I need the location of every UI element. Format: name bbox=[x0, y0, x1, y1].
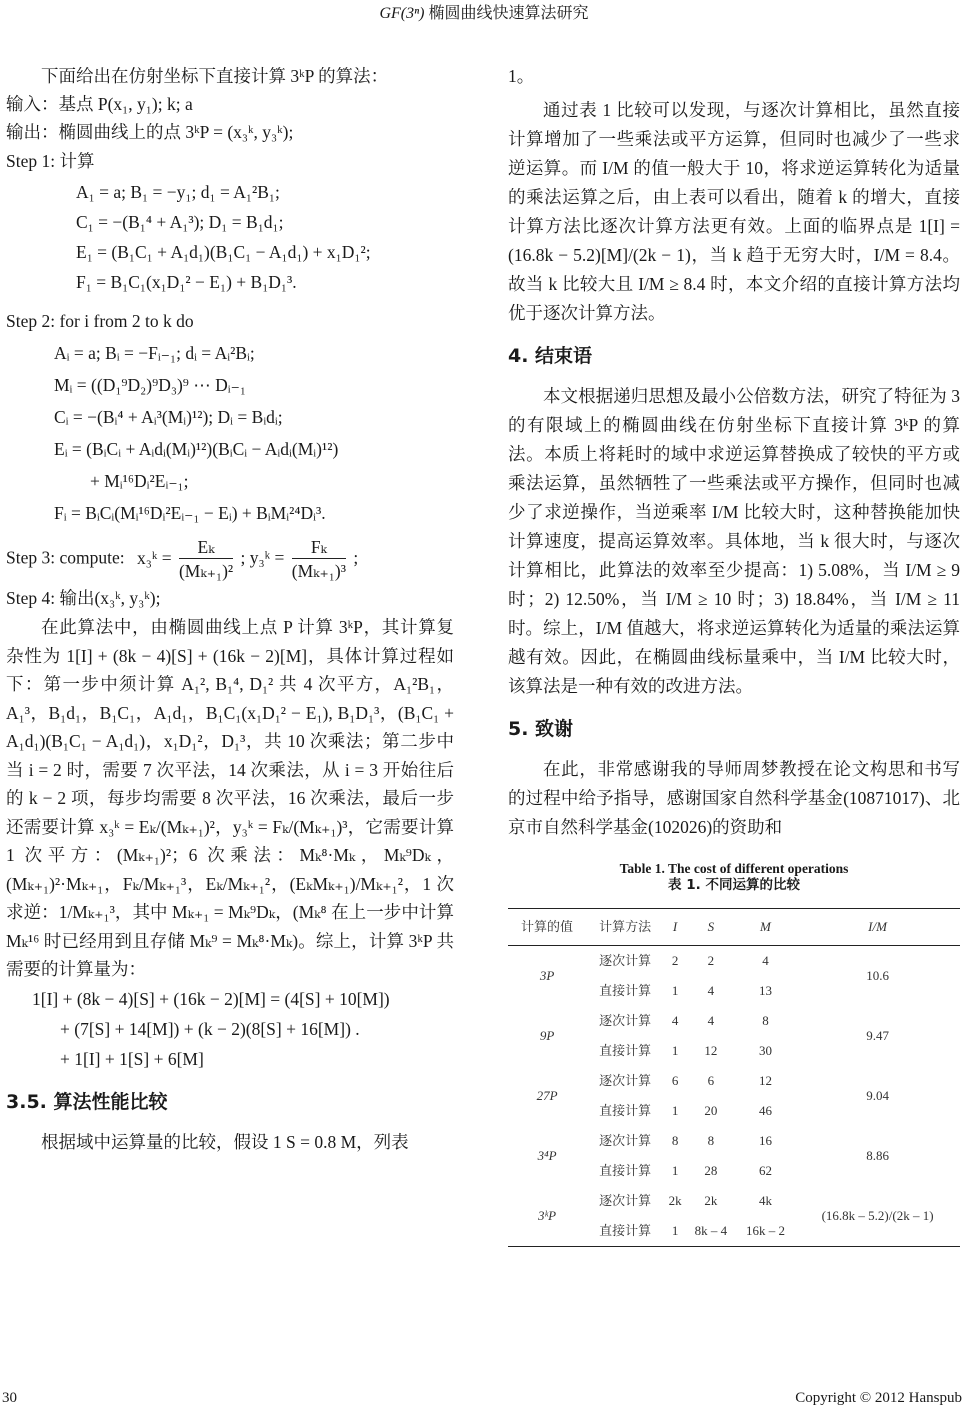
step2-equation: Eᵢ = (BᵢCᵢ + Aᵢdᵢ(Mᵢ)¹²)(BᵢCᵢ − Aᵢdᵢ(Mᵢ)¹²) bbox=[54, 439, 339, 459]
cell-value: 3⁴P bbox=[537, 1148, 557, 1163]
cell-s: 8k – 4 bbox=[686, 1216, 736, 1247]
cell-m: 4k bbox=[758, 1193, 772, 1208]
cell-s: 4 bbox=[707, 1013, 715, 1028]
cell-ratio: 10.6 bbox=[866, 968, 889, 983]
cell-m: 46 bbox=[758, 1103, 772, 1118]
cell-i: 2 bbox=[671, 953, 679, 968]
header-title-math: GF(3ⁿ) bbox=[379, 5, 425, 22]
cell-method: 直接计算 bbox=[599, 983, 652, 998]
cell-m: 30 bbox=[758, 1043, 772, 1058]
cell-method: 直接计算 bbox=[586, 1216, 664, 1247]
cell-method: 逐次计算 bbox=[599, 1133, 652, 1148]
cell-s: 28 bbox=[704, 1163, 718, 1178]
cell-i: 1 bbox=[671, 983, 679, 998]
cell-method: 直接计算 bbox=[599, 1043, 652, 1058]
table-row bbox=[508, 1066, 960, 1096]
cell-s: 2 bbox=[707, 953, 715, 968]
header-title-text: 椭圆曲线快速算法研究 bbox=[428, 5, 589, 22]
header-s: S bbox=[686, 909, 736, 946]
cell-i: 1 bbox=[671, 1163, 679, 1178]
table-row bbox=[508, 946, 960, 977]
algorithm-intro: 下面给出在仿射坐标下直接计算 3ᵏP 的算法： bbox=[41, 66, 389, 86]
cell-i: 1 bbox=[671, 1103, 679, 1118]
cell-method: 逐次计算 bbox=[599, 1013, 652, 1028]
complexity-analysis: 在此算法中，由椭圆曲线上点 P 计算 3ᵏP，其计算复杂性为 1[I] + (8k − 4)[S] + (16k − 2)[M]，具体计算过程如下：第一步中须计算 A₁², B₁⁴, D₁² 共 4 次平方，A₁²B₁，A₁³，B₁d₁，B₁C₁，A₁d₁，B₁C₁(x₁D₁² − E₁), B₁D₁³，(B₁C₁ + A₁d₁)(B₁C₁ − A₁d₁)，x₁D₁²，D₁³，共 10 次乘法；第二步中当 i = 2 时，需要 7 次平法，14 次乘法，从 i = 3 开始往后的 k − 2 项，每步均需要 8 次平法，16 次乘法，最后一步还需要计算 x₃ᵏ = Eₖ/(Mₖ₊₁)²，y₃ᵏ = Fₖ/(Mₖ₊₁)³，它需要计算 1 次平方：(Mₖ₊₁)²；6 次乘法：Mₖ⁸·Mₖ，Mₖ⁹Dₖ，(Mₖ₊₁)²·Mₖ₊₁，Fₖ/Mₖ₊₁³，Eₖ/Mₖ₊₁²，(EₖMₖ₊₁)/Mₖ₊₁²，1 次求逆：1/Mₖ₊₁³，其中 Mₖ₊₁ = Mₖ⁹Dₖ，(Mₖ⁸ 在上一步中计算 Mₖ¹⁶ 时已经用到且存储 Mₖ⁹ = Mₖ⁸·Mₖ)。综上，计算 3ᵏP 共需要的计算量为： bbox=[6, 617, 454, 979]
step2-equation: Cᵢ = −(Bᵢ⁴ + Aᵢ³(Mᵢ)¹²); Dᵢ = Bᵢdᵢ; bbox=[54, 407, 283, 427]
table-row bbox=[508, 1006, 960, 1036]
algorithm-output: 输出：椭圆曲线上的点 3ᵏP = (x₃ᵏ, y₃ᵏ); bbox=[6, 122, 294, 142]
total-cost-formula bbox=[6, 984, 454, 1074]
cell-i: 2k bbox=[668, 1193, 682, 1208]
cell-m: 8 bbox=[762, 1013, 769, 1028]
cell-s: 12 bbox=[704, 1043, 718, 1058]
cell-m: 62 bbox=[758, 1163, 772, 1178]
step3-y-lhs: ; y₃ᵏ = bbox=[240, 547, 285, 568]
cell-ratio: 9.47 bbox=[866, 1028, 889, 1043]
algorithm-input: 输入：基点 P(x₁, y₁); k; a bbox=[6, 94, 193, 114]
page-number: 30 bbox=[2, 1390, 17, 1406]
step4: Step 4: 输出(x₃ᵏ, y₃ᵏ); bbox=[6, 588, 161, 608]
step1-equation: A₁ = a; B₁ = −y₁; d₁ = A₁²B₁; bbox=[76, 182, 280, 202]
step2-label: Step 2: for i from 2 to k do bbox=[6, 311, 194, 331]
table-row bbox=[508, 1126, 960, 1156]
section-5-heading: 5. 致谢 bbox=[508, 718, 574, 740]
step2-equation: Mᵢ = ((D₁⁹D₂)⁹D₃)⁹ ⋯ Dᵢ₋₁ bbox=[54, 375, 246, 395]
cell-s: 8 bbox=[707, 1133, 715, 1148]
x-numerator: Eₖ bbox=[179, 536, 233, 559]
sum-line: 1[I] + (8k − 4)[S] + (16k − 2)[M] = (4[S] + 10[M]) bbox=[32, 988, 390, 1009]
table-caption bbox=[508, 860, 960, 894]
sum-line: + 1[I] + 1[S] + 6[M] bbox=[60, 1048, 204, 1069]
cell-i: 8 bbox=[671, 1133, 679, 1148]
cell-value: 3ᵏP bbox=[508, 1186, 586, 1247]
cell-s: 20 bbox=[704, 1103, 718, 1118]
cell-ratio: (16.8k – 5.2)/(2k – 1) bbox=[795, 1186, 960, 1247]
cell-value: 3P bbox=[539, 968, 555, 983]
step1-equation: F₁ = B₁C₁(x₁D₁² − E₁) + B₁D₁³. bbox=[76, 272, 297, 292]
copyright: Copyright © 2012 Hanspub bbox=[795, 1390, 962, 1406]
cell-s: 4 bbox=[707, 983, 715, 998]
cell-method: 逐次计算 bbox=[599, 953, 652, 968]
running-header bbox=[0, 4, 968, 24]
header-i: I bbox=[664, 909, 686, 946]
cell-s: 2k bbox=[704, 1193, 718, 1208]
step3 bbox=[6, 536, 454, 583]
comparison-paragraph: 通过表 1 比较可以发现，与逐次计算相比，虽然直接计算增加了一些乘法或平方运算，但同时也减少了一些求逆运算。而 I/M 的值一般大于 10，将求逆运算转化为适量的乘法运算之后，由上表可以看出，随着 k 的增大，直接计算方法比逐次计算方法更有效。上面的临界点是 1[I] = (16.8k − 5.2)[M]/(2k − 1)，当 k 趋于无穷大时，I/M = 8.4。故当 k 比较大且 I/M ≥ 8.4 时，本文介绍的直接计算方法均优于逐次计算方法。 bbox=[508, 100, 960, 323]
table-row bbox=[508, 1186, 960, 1216]
cell-m: 16k – 2 bbox=[736, 1216, 795, 1247]
x-denominator: (Mₖ₊₁)² bbox=[178, 561, 234, 581]
cell-value: 27P bbox=[536, 1088, 558, 1103]
cell-value: 9P bbox=[539, 1028, 555, 1043]
right-column bbox=[508, 62, 960, 1247]
left-column bbox=[6, 62, 454, 1156]
cell-m: 12 bbox=[758, 1073, 772, 1088]
continued-text: 1。 bbox=[508, 66, 535, 86]
cell-m: 4 bbox=[762, 953, 769, 968]
cell-method: 直接计算 bbox=[599, 1163, 652, 1178]
header-ratio: I/M bbox=[795, 909, 960, 946]
step2-equation: Fᵢ = BᵢCᵢ(Mᵢ¹⁶Dᵢ²Eᵢ₋₁ − Eᵢ) + BᵢMᵢ²⁴Dᵢ³. bbox=[54, 503, 326, 523]
step3-label: Step 3: compute: bbox=[6, 547, 125, 568]
cell-ratio: 9.04 bbox=[866, 1088, 889, 1103]
cell-ratio: 8.86 bbox=[866, 1148, 889, 1163]
y-fraction bbox=[292, 536, 346, 583]
cell-i: 1 bbox=[664, 1216, 686, 1247]
section-3-5-heading: 3.5. 算法性能比较 bbox=[6, 1090, 168, 1113]
y-denominator: (Mₖ₊₁)³ bbox=[291, 561, 346, 581]
step2-equation: Aᵢ = a; Bᵢ = −Fᵢ₋₁; dᵢ = Aᵢ²Bᵢ; bbox=[54, 343, 255, 363]
step3-x-lhs: x₃ᵏ = bbox=[136, 547, 172, 568]
y-numerator: Fₖ bbox=[292, 536, 346, 559]
step1-equation: E₁ = (B₁C₁ + A₁d₁)(B₁C₁ − A₁d₁) + x₁D₁²; bbox=[76, 242, 371, 262]
x-fraction bbox=[179, 536, 233, 583]
cell-i: 4 bbox=[671, 1013, 679, 1028]
header-value: 计算的值 bbox=[508, 909, 586, 946]
table-caption-en: Table 1. The cost of different operations bbox=[619, 861, 849, 876]
cost-table bbox=[508, 908, 960, 1247]
cell-method: 直接计算 bbox=[599, 1103, 652, 1118]
cell-i: 1 bbox=[671, 1043, 679, 1058]
section-3-5-text: 根据域中运算量的比较，假设 1 S = 0.8 M，列表 bbox=[41, 1131, 409, 1152]
step3-end: ; bbox=[353, 547, 359, 568]
table-caption-cn: 表 1. 不同运算的比较 bbox=[668, 877, 800, 893]
sum-line: + (7[S] + 14[M]) + (k − 2)(8[S] + 16[M]) . bbox=[60, 1018, 360, 1039]
cell-method: 逐次计算 bbox=[599, 1073, 652, 1088]
step1-label: Step 1: 计算 bbox=[6, 151, 95, 171]
step1-equation: C₁ = −(B₁⁴ + A₁³); D₁ = B₁d₁; bbox=[76, 212, 284, 232]
section-4-heading: 4. 结束语 bbox=[508, 345, 593, 367]
cell-s: 6 bbox=[707, 1073, 715, 1088]
cell-m: 13 bbox=[758, 983, 772, 998]
conclusion-paragraph: 本文根据递归思想及最小公倍数方法，研究了特征为 3 的有限域上的椭圆曲线在仿射坐标下直接计算 3ᵏP 的算法。本质上将耗时的域中求逆运算替换成了较快的平方或乘法运算，虽然牺牲了一些乘法或平方操作，但同时也减少了求逆操作，当逆乘率 I/M 比较大时，这种替换能加快计算速度，提高运算效率。具体地，当 k 很大时，与逐次计算相比，此算法的效率至少提高：1) 5.08%，当 I/M ≥ 9 时；2) 12.50%，当 I/M ≥ 10 时；3) 18.84%，当 I/M ≥ 11 时。综上，I/M 值越大，将求逆运算转化为适量的乘法运算越有效。因此，在椭圆曲线标量乘中，当 I/M 比较大时，该算法是一种有效的改进方法。 bbox=[508, 386, 960, 696]
table-header-row bbox=[508, 909, 960, 946]
cell-i: 6 bbox=[671, 1073, 679, 1088]
cell-m: 16 bbox=[758, 1133, 772, 1148]
acknowledgement-paragraph: 在此，非常感谢我的导师周梦教授在论文构思和书写的过程中给予指导，感谢国家自然科学基金(10871017)、北京市自然科学基金(102026)的资助和 bbox=[508, 759, 960, 837]
header-m: M bbox=[736, 909, 795, 946]
header-method: 计算方法 bbox=[586, 909, 664, 946]
step2-equation: + Mᵢ¹⁶Dᵢ²Eᵢ₋₁; bbox=[90, 471, 189, 491]
cell-method: 逐次计算 bbox=[599, 1193, 652, 1208]
